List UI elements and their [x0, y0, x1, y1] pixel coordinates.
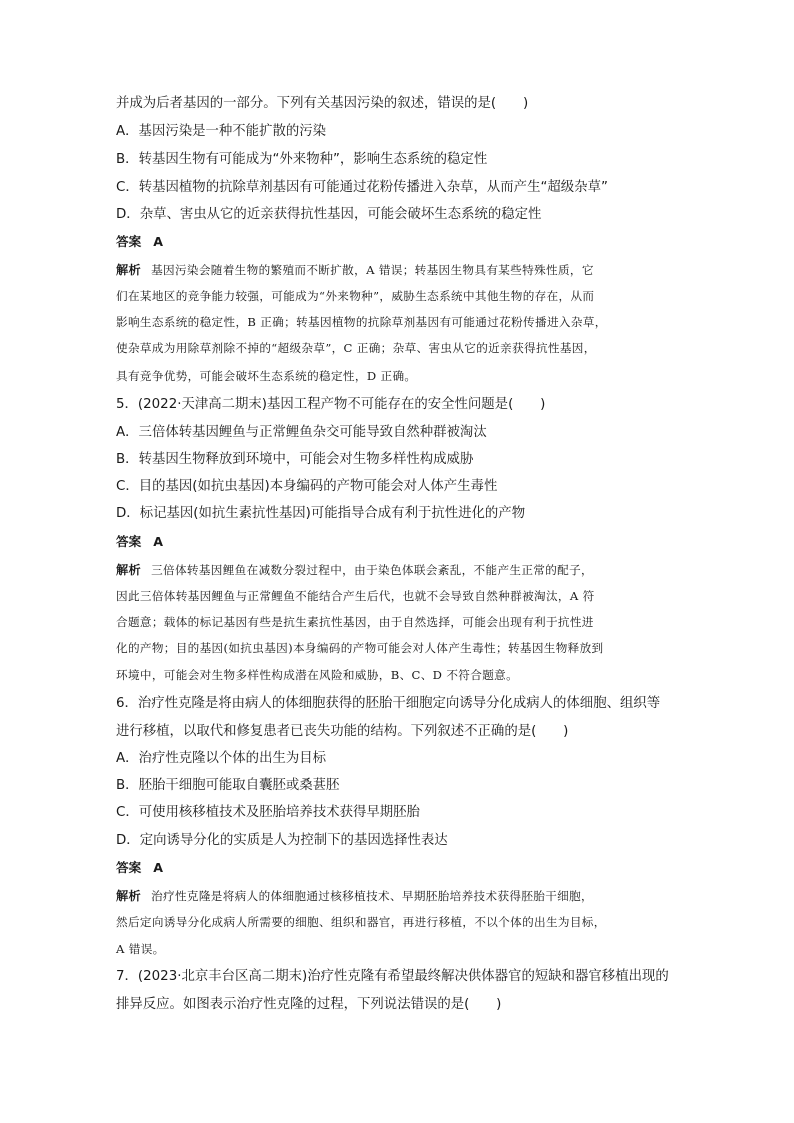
q6-explanation-line: A 错误。	[116, 942, 165, 956]
q4-explanation-line	[116, 260, 594, 280]
q5-explanation-line: 化的产物；目的基因(如抗虫基因)本身编码的产物可能会对人体产生毒性；转基因生物释放到	[116, 641, 604, 655]
answer-value: A	[153, 860, 163, 875]
answer-value: A	[153, 234, 163, 249]
q6-answer	[116, 858, 163, 879]
q5-stem: 5．(2022·天津高二期末)基因工程产物不可能存在的安全性问题是( )	[116, 397, 546, 412]
q6-explanation-line	[116, 886, 593, 906]
q6-stem: 进行移植，以取代和修复患者已丧失功能的结构。下列叙述不正确的是( )	[116, 724, 569, 739]
q6-option-b: B．胚胎干细胞可能取自囊胚或桑葚胚	[116, 778, 340, 793]
q4-option-d: D．杂草、害虫从它的近亲获得抗性基因，可能会破坏生态系统的稳定性	[116, 207, 542, 222]
q4-answer	[116, 232, 163, 253]
q6-explanation-line: 然后定向诱导分化成病人所需要的细胞、组织和器官，再进行移植，不以个体的出生为目标，	[116, 915, 606, 929]
explanation-text: 三倍体转基因鲤鱼在减数分裂过程中，由于染色体联会紊乱，不能产生正常的配子，	[151, 563, 593, 577]
q7-stem: 7．(2023·北京丰台区高二期末)治疗性克隆有希望最终解决供体器官的短缺和器官移植出现的	[116, 969, 669, 984]
q4-explanation-line: 们在某地区的竞争能力较强，可能成为“外来物种”，威胁生态系统中其他生物的存在，从而	[116, 289, 595, 303]
q5-option-d: D．标记基因(如抗生素抗性基因)可能指导合成有利于抗性进化的产物	[116, 506, 526, 521]
q4-option-b: B．转基因生物有可能成为“外来物种”，影响生态系统的稳定性	[116, 152, 488, 167]
q5-option-c: C．目的基因(如抗虫基因)本身编码的产物可能会对人体产生毒性	[116, 479, 498, 494]
q5-option-b: B．转基因生物释放到环境中，可能会对生物多样性构成威胁	[116, 452, 474, 467]
explanation-text: 治疗性克隆是将病人的体细胞通过核移植技术、早期胚胎培养技术获得胚胎干细胞，	[151, 889, 593, 903]
q4-stem-continuation: 并成为后者基因的一部分。下列有关基因污染的叙述，错误的是( )	[116, 96, 529, 111]
q5-explanation-line: 因此三倍体转基因鲤鱼与正常鲤鱼不能结合产生后代，也就不会导致自然种群被淘汰，A 符	[116, 589, 595, 603]
q4-option-a: A．基因污染是一种不能扩散的污染	[116, 124, 327, 139]
q5-explanation-line	[116, 560, 593, 580]
q5-explanation-line: 环境中，可能会对生物多样性构成潜在风险和威胁，B、C、D 不符合题意。	[116, 668, 519, 682]
explanation-label: 解析	[116, 263, 142, 277]
q5-explanation-line: 合题意；载体的标记基因有些是抗生素抗性基因，由于自然选择，可能会出现有利于抗性进	[116, 615, 594, 629]
explanation-label: 解析	[116, 563, 142, 577]
q5-option-a: A．三倍体转基因鲤鱼与正常鲤鱼杂交可能导致自然种群被淘汰	[116, 425, 487, 440]
q7-stem: 排异反应。如图表示治疗性克隆的过程，下列说法错误的是( )	[116, 997, 502, 1012]
q6-option-c: C．可使用核移植技术及胚胎培养技术获得早期胚胎	[116, 805, 420, 820]
q4-option-c: C．转基因植物的抗除草剂基因有可能通过花粉传播进入杂草，从而产生“超级杂草”	[116, 180, 608, 195]
q5-answer	[116, 532, 163, 553]
answer-label: 答案	[116, 234, 142, 249]
answer-label: 答案	[116, 534, 142, 549]
explanation-text: 基因污染会随着生物的繁殖而不断扩散，A 错误；转基因生物具有某些特殊性质，它	[151, 263, 594, 277]
q4-explanation-line: 影响生态系统的稳定性，B 正确；转基因植物的抗除草剂基因有可能通过花粉传播进入杂草，	[116, 315, 607, 329]
answer-label: 答案	[116, 860, 142, 875]
q6-option-d: D．定向诱导分化的实质是人为控制下的基因选择性表达	[116, 833, 448, 848]
q6-stem: 6．治疗性克隆是将由病人的体细胞获得的胚胎干细胞定向诱导分化成病人的体细胞、组织等	[116, 696, 661, 711]
q6-option-a: A．治疗性克隆以个体的出生为目标	[116, 751, 327, 766]
q4-explanation-line: 使杂草成为用除草剂除不掉的“超级杂草”，C 正确；杂草、害虫从它的近亲获得抗性基因，	[116, 341, 596, 355]
answer-value: A	[153, 534, 163, 549]
explanation-label: 解析	[116, 889, 142, 903]
q4-explanation-line: 具有竞争优势，可能会破坏生态系统的稳定性，D 正确。	[116, 369, 417, 383]
